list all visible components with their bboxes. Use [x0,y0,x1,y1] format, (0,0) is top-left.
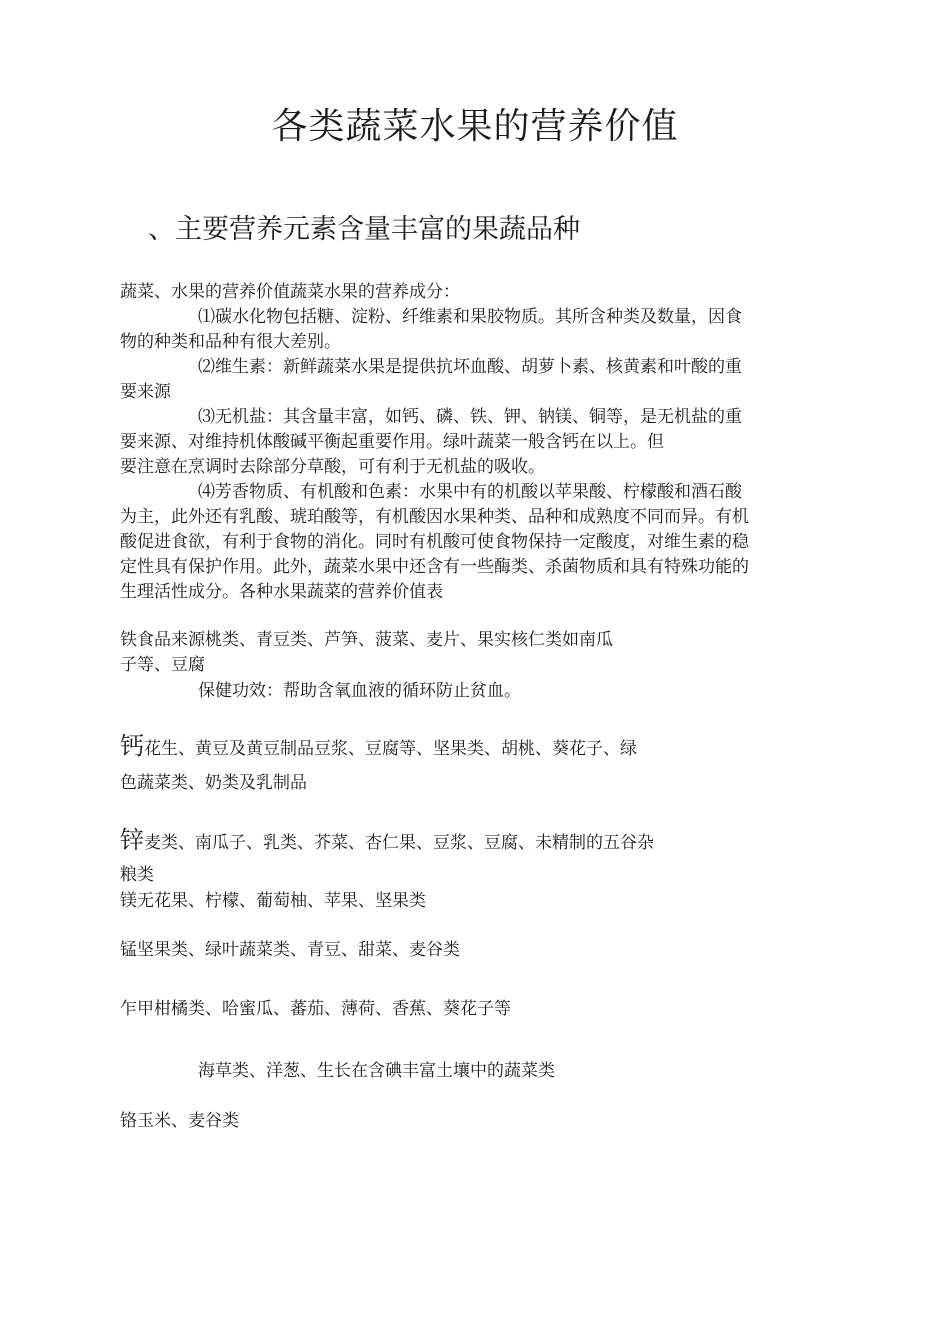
item4-line1: ⑷芳香物质、有机酸和色素：水果中有的机酸以苹果酸、柠檬酸和酒石酸 [198,482,742,502]
item4-line3: 酸促进食欲，有利于食物的消化。同时有机酸可使食物保持一定酸度，对维生素的稳 [120,532,749,552]
calcium-line2: 色蔬菜类、奶类及乳制品 [120,773,307,793]
calcium-sources: 花生、黄豆及黄豆制品豆浆、豆腐等、坚果类、胡桃、葵花子、绿 [144,739,637,759]
item3-line1: ⑶无机盐：其含量丰富，如钙、磷、铁、钾、钠镁、铜等，是无机盐的重 [198,407,742,427]
item1-line2: 物的种类和品种有很大差别。 [120,332,341,352]
manganese-line: 锰坚果类、绿叶蔬菜类、青豆、甜菜、麦谷类 [120,940,460,960]
potassium-line: 乍甲柑橘类、哈蜜瓜、蕃茄、薄荷、香蕉、葵花子等 [120,999,511,1019]
item4-line2: 为主，此外还有乳酸、琥珀酸等，有机酸因水果种类、品种和成熟度不同而异。有机 [120,507,749,527]
iron-line2: 子等、豆腐 [120,655,205,675]
item3-line3: 要注意在烹调时去除部分草酸，可有利于无机盐的吸收。 [120,457,545,477]
zinc-line1 [120,827,654,856]
item2-line2: 要来源 [120,382,171,402]
intro-text: 蔬菜、水果的营养价值蔬菜水果的营养成分： [120,282,460,302]
item3-line2: 要来源、对维持机体酸碱平衡起重要作用。绿叶蔬菜一般含钙在以上。但 [120,432,664,452]
magnesium-line: 镁无花果、柠檬、葡萄柚、苹果、坚果类 [120,891,426,911]
document-title: 各类蔬菜水果的营养价值 [271,106,679,147]
calcium-line1 [120,733,637,762]
item4-line5: 生理活性成分。各种水果蔬菜的营养价值表 [120,582,443,602]
zinc-sources: 麦类、南瓜子、乳类、芥菜、杏仁果、豆浆、豆腐、未精制的五谷杂 [144,833,654,853]
zinc-line2: 粮类 [120,865,154,885]
calcium-heading: 钙 [120,732,144,760]
item1-line1: ⑴碳水化物包括糖、淀粉、纤维素和果胶物质。其所含种类及数量，因食 [198,307,742,327]
iodine-line: 海草类、洋葱、生长在含碘丰富土壤中的蔬菜类 [198,1061,555,1081]
section-heading: 、主要营养元素含量丰富的果蔬品种 [148,214,580,245]
chromium-line: 铬玉米、麦谷类 [120,1111,239,1131]
item2-line1: ⑵维生素：新鲜蔬菜水果是提供抗坏血酸、胡萝卜素、核黄素和叶酸的重 [198,357,742,377]
item4-line4: 定性具有保护作用。此外，蔬菜水果中还含有一些酶类、杀菌物质和具有特殊功能的 [120,557,749,577]
iron-benefit: 保健功效：帮助含氧血液的循环防止贫血。 [198,681,521,701]
zinc-heading: 锌 [120,826,144,854]
iron-line1: 铁食品来源桃类、青豆类、芦笋、菠菜、麦片、果实核仁类如南瓜 [120,630,613,650]
